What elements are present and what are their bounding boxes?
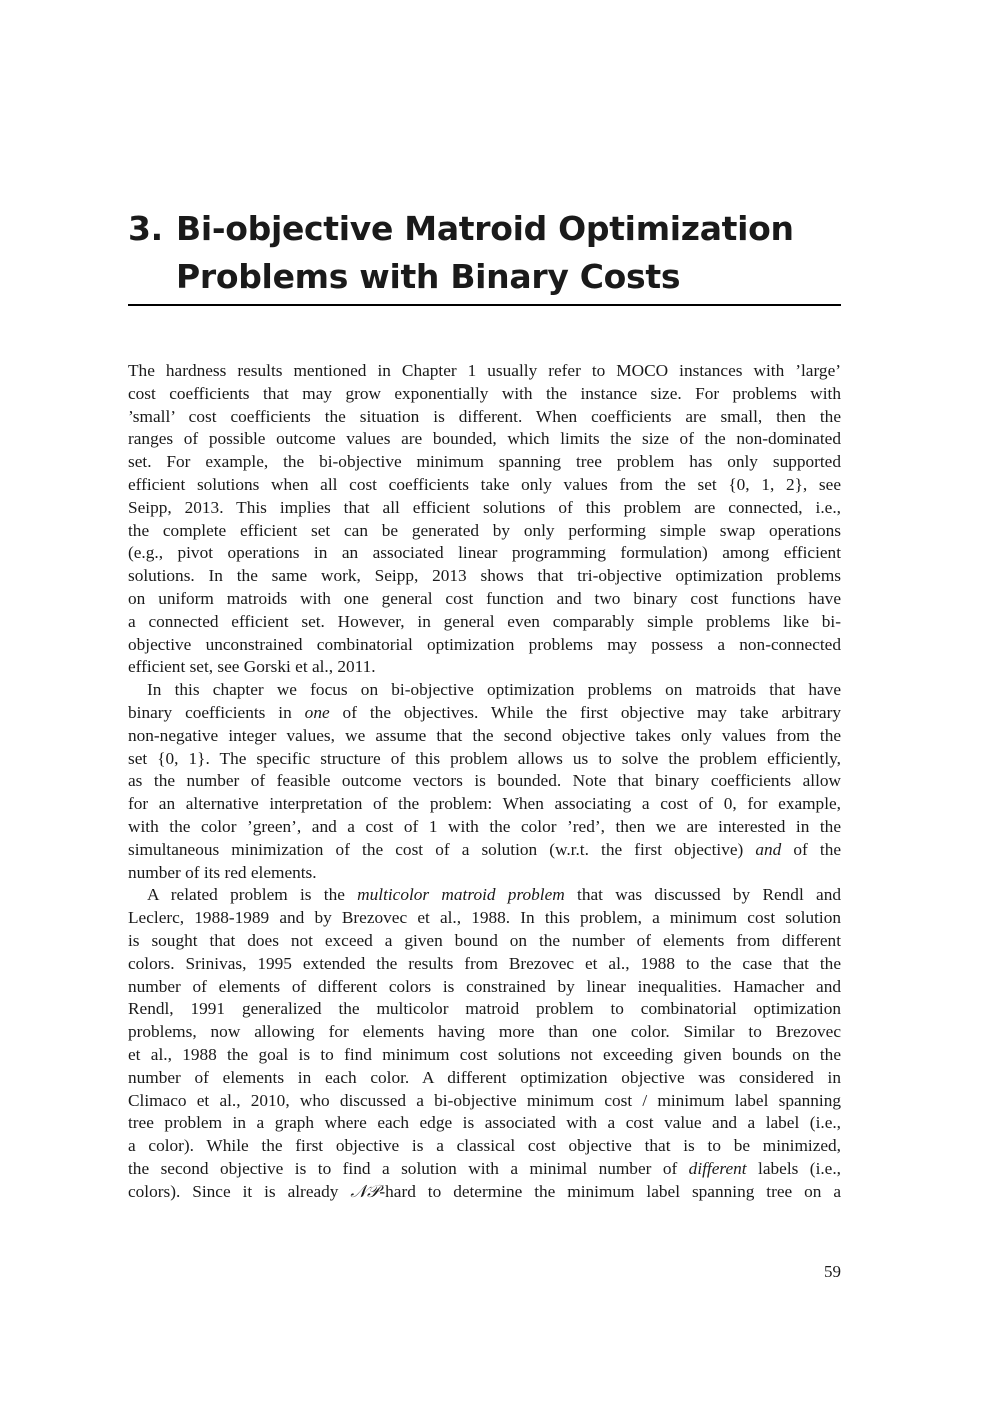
text-line <box>128 1181 841 1204</box>
text-segment: The hardness results mentioned in Chapter 1 usually refer to MOCO instances with ’large’ <box>128 361 841 380</box>
text-segment: objective unconstrained combinatorial optimization problems may possess a non-connected <box>128 634 841 654</box>
text-segment: with the color ’green’, and a cost of 1 with the color ’red’, then we are interested in the <box>128 816 841 836</box>
text-segment: et al., 1988 the goal is to find minimum cost solutions not exceeding given bounds on the <box>128 1044 841 1064</box>
text-line <box>128 656 841 679</box>
text-line <box>128 793 841 816</box>
text-segment: (e.g., pivot operations in an associated linear programming formulation) among efficient <box>128 543 841 563</box>
text-line <box>128 702 841 725</box>
text-line <box>128 930 841 953</box>
text-line <box>128 816 841 839</box>
text-line <box>128 770 841 793</box>
text-line <box>128 907 841 930</box>
text-line <box>128 1044 841 1067</box>
body-text <box>128 360 841 1203</box>
heading-rule <box>128 304 841 306</box>
text-line <box>128 520 841 543</box>
paragraph <box>128 360 841 679</box>
text-segment: on uniform matroids with one general cost function and two binary cost functions have <box>128 588 841 608</box>
emphasized-text: one <box>304 702 330 722</box>
text-segment: number of its red elements. <box>128 862 317 882</box>
text-line <box>128 428 841 451</box>
text-segment: -hard to determine the minimum label spanning tree on a <box>379 1181 842 1201</box>
text-segment: colors). Since it is already <box>128 1181 351 1201</box>
text-line <box>128 406 841 429</box>
text-line <box>128 474 841 497</box>
text-line <box>128 634 841 657</box>
text-line <box>128 360 841 383</box>
text-segment: number of elements of different colors is constrained by linear inequalities. Hamacher and <box>128 976 841 996</box>
text-line <box>128 976 841 999</box>
text-line <box>128 542 841 565</box>
text-segment: Seipp, 2013. This implies that all efficient solutions of this problem are connected, i.e., <box>128 497 841 517</box>
text-segment: for an alternative interpretation of the problem: When associating a cost of 0, for example, <box>128 794 841 814</box>
text-segment: number of elements in each color. A different optimization objective was considered in <box>128 1067 841 1087</box>
text-line <box>128 748 841 771</box>
text-segment: of the <box>781 839 842 859</box>
chapter-title <box>176 205 876 301</box>
text-segment: simultaneous minimization of the cost of a solution (w.r.t. the first objective) <box>128 839 756 859</box>
text-segment: solutions. In the same work, Seipp, 2013 shows that tri-objective optimization problems <box>128 566 841 586</box>
text-segment: set. For example, the bi-objective minimum spanning tree problem has only supported <box>128 452 841 472</box>
emphasized-text: multicolor matroid problem <box>357 885 565 905</box>
text-line <box>128 1090 841 1113</box>
text-line <box>128 1112 841 1135</box>
text-segment: a color). While the first objective is a classical cost objective that is to be minimized, <box>128 1136 841 1156</box>
text-line <box>128 497 841 520</box>
text-line <box>128 451 841 474</box>
text-line <box>128 1135 841 1158</box>
text-segment: the second objective is to find a solution with a minimal number of <box>128 1158 689 1178</box>
emphasized-text: different <box>688 1158 747 1178</box>
text-line <box>128 998 841 1021</box>
text-segment: that was discussed by Rendl and <box>564 885 841 905</box>
text-segment: In this chapter we focus on bi-objective optimization problems on matroids that have <box>147 680 841 700</box>
text-segment: a connected efficient set. However, in general even comparably simple problems like bi- <box>128 611 841 631</box>
emphasized-text: 𝒩𝒫 <box>350 1181 380 1201</box>
text-segment: efficient set, see Gorski et al., 2011. <box>128 657 376 677</box>
paragraph <box>128 679 841 884</box>
text-segment: Leclerc, 1988-1989 and by Brezovec et al., 1988. In this problem, a minimum cost solution <box>128 908 841 928</box>
text-line <box>128 679 841 702</box>
text-segment: Rendl, 1991 generalized the multicolor matroid problem to combinatorial optimization <box>128 999 841 1019</box>
text-segment: the complete efficient set can be generated by only performing simple swap operations <box>128 520 841 540</box>
text-segment: cost coefficients that may grow exponentially with the instance size. For problems with <box>128 383 841 403</box>
chapter-title-line: Problems with Binary Costs <box>176 257 681 296</box>
text-line <box>128 1067 841 1090</box>
chapter-title-line: Bi-objective Matroid Optimization <box>176 209 794 248</box>
page-number: 59 <box>824 1262 841 1281</box>
text-segment: tree problem in a graph where each edge is associated with a cost value and a label (i.e., <box>128 1113 841 1133</box>
text-line <box>128 383 841 406</box>
text-segment: efficient solutions when all cost coefficients take only values from the set {0, 1, 2}, see <box>128 474 841 494</box>
text-line <box>128 1158 841 1181</box>
text-segment: problems, now allowing for elements having more than one color. Similar to Brezovec <box>128 1022 841 1042</box>
text-segment: ranges of possible outcome values are bounded, which limits the size of the non-dominated <box>128 429 841 449</box>
text-line <box>128 565 841 588</box>
text-line <box>128 953 841 976</box>
text-segment: ’small’ cost coefficients the situation is different. When coefficients are small, then the <box>128 406 841 426</box>
text-segment: binary coefficients in <box>128 702 305 722</box>
text-line <box>128 839 841 862</box>
text-segment: of the objectives. While the first objective may take arbitrary <box>329 702 841 722</box>
chapter-number: 3. <box>128 209 163 248</box>
text-segment: is sought that does not exceed a given bound on the number of elements from different <box>128 930 841 950</box>
paragraph <box>128 884 841 1203</box>
text-line <box>128 862 841 885</box>
text-segment: labels (i.e., <box>746 1158 841 1178</box>
text-line <box>128 725 841 748</box>
text-segment: Climaco et al., 2010, who discussed a bi-objective minimum cost / minimum label spanning <box>128 1090 841 1110</box>
text-line <box>128 588 841 611</box>
text-line <box>128 884 841 907</box>
text-segment: as the number of feasible outcome vectors is bounded. Note that binary coefficients allow <box>128 771 841 791</box>
text-segment: set {0, 1}. The specific structure of this problem allows us to solve the problem efficiently, <box>128 748 841 768</box>
text-line <box>128 1021 841 1044</box>
text-line <box>128 611 841 634</box>
text-segment: non-negative integer values, we assume that the second objective takes only values from the <box>128 725 841 745</box>
text-segment: colors. Srinivas, 1995 extended the results from Brezovec et al., 1988 to the case that the <box>128 953 841 973</box>
emphasized-text: and <box>755 839 782 859</box>
text-segment: A related problem is the <box>147 885 358 905</box>
